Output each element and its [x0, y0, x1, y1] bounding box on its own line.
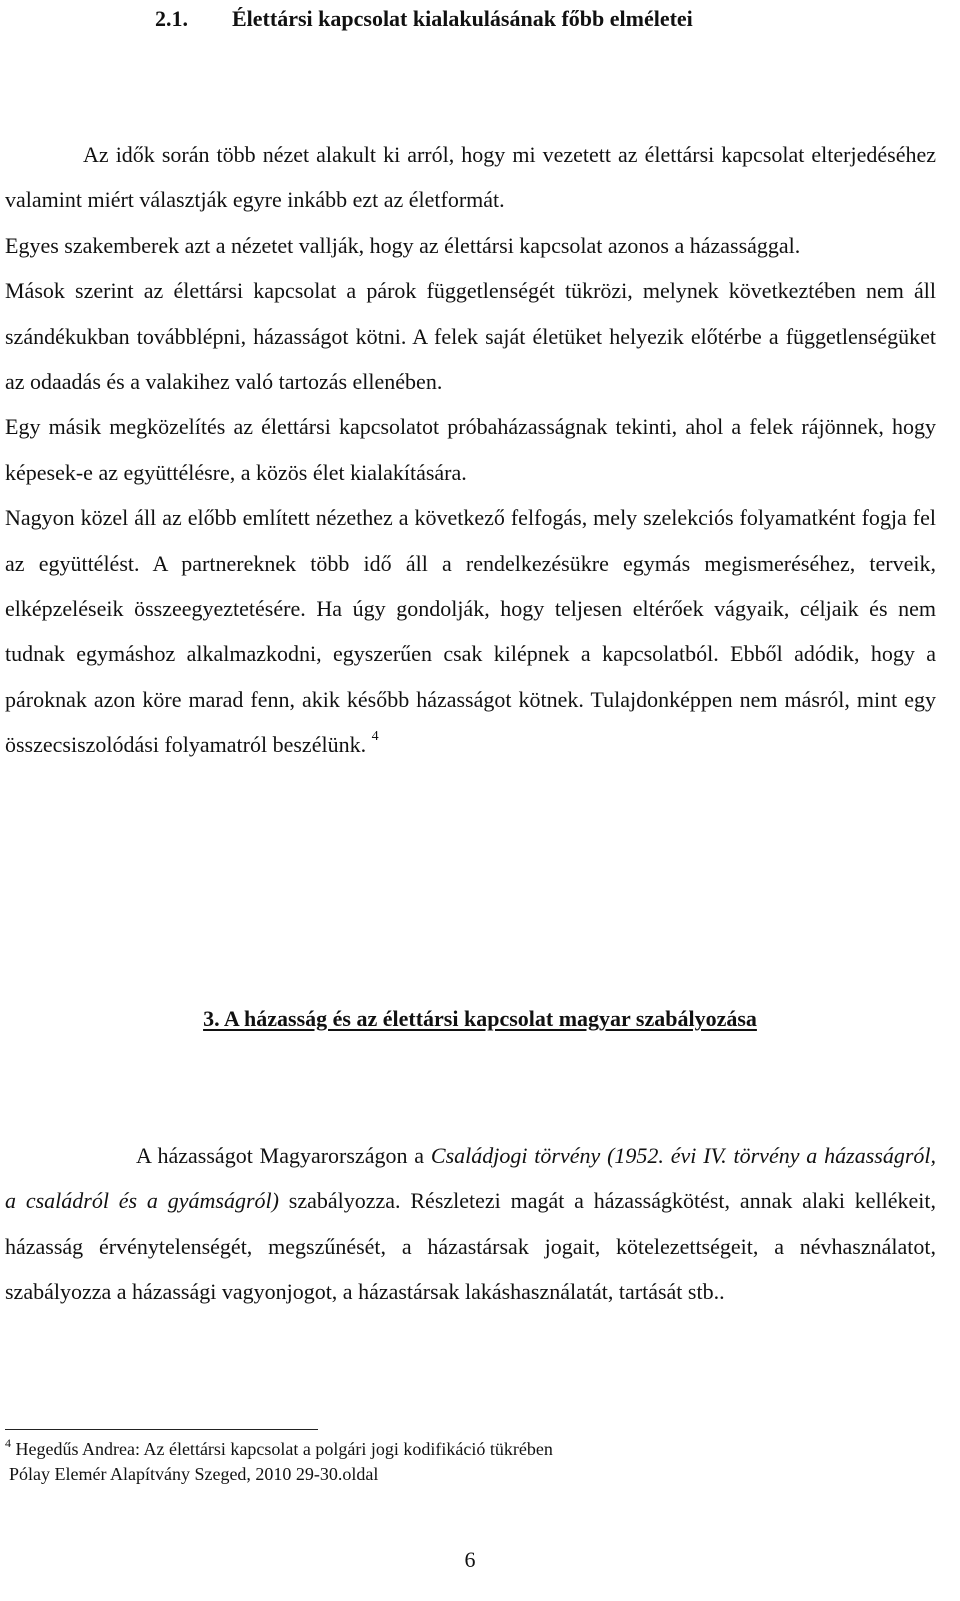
footnote	[5, 1437, 553, 1487]
regulation-text-before: A házasságot Magyarországon a	[136, 1143, 431, 1168]
paragraph-view-trial-marriage: Egy másik megközelítés az élettársi kapcsolatot próbaházasságnak tekinti, ahol a felek rájönnek, hogy képesek-e az együttélésre, a közös élet kialakítására.	[5, 414, 936, 485]
footnote-citation: Hegedűs Andrea: Az élettársi kapcsolat a polgári jogi kodifikáció tükrében	[15, 1439, 553, 1459]
selection-text: Nagyon közel áll az előbb említett nézethez a következő felfogás, mely szelekciós folyamatként fogja fel az együttélést. A partnereknek több idő áll a rendelkezésükre egymás megismeréséhez, terveik, elképzeléseik összeegyeztetésére. Ha úgy gondolják, hogy teljesen eltérőek vágyaik, céljaik és nem tudnak egymáshoz alkalmazkodni, egyszerűen csak kilépnek a kapcsolatból. Ebből adódik, hogy a pároknak azon köre marad fenn, akik később házasságot kötnek. Tulajdonképpen nem másról, mint egy összecsiszolódási folyamatról beszélünk.	[5, 505, 936, 758]
footnote-reference: 4	[371, 729, 379, 745]
section-body	[5, 132, 936, 768]
paragraph-intro: Az idők során több nézet alakult ki arról, hogy mi vezetett az élettársi kapcsolat elterjedéséhez valamint miért választják egyre inkább ezt az életformát.	[5, 142, 936, 213]
page-number: 6	[464, 1547, 476, 1572]
paragraph-view-selection	[5, 495, 936, 767]
section-title: Élettársi kapcsolat kialakulásának főbb elméletei	[232, 6, 693, 31]
footnote-number: 4	[5, 1436, 11, 1450]
footnote-line-1	[5, 1437, 553, 1462]
law-name: Családjogi törvény (1952. évi IV. törvény a házasságról, a családról és a gyámságról)	[5, 1143, 936, 1214]
regulation-text-after: szabályozza. Részletezi magát a házasságkötést, annak alaki kellékeit, házasság érvénytelenségét, megszűnését, a házastársak jogait, kötelezettségeit, a névhasználatot, szabályozza a házassági vagyonjogot, a házastársak lakáshasználatát, tartását stb..	[5, 1188, 937, 1305]
chapter-body	[5, 1133, 936, 1315]
paragraph-view-same-as-marriage: Egyes szakemberek azt a nézetet vallják, hogy az élettársi kapcsolat azonos a házassággal.	[5, 232, 801, 258]
paragraph-regulation	[5, 1133, 936, 1315]
footnote-line-2: Pólay Elemér Alapítvány Szeged, 2010 29-30.oldal	[9, 1464, 379, 1484]
chapter-heading	[0, 1002, 960, 1036]
footnote-separator	[5, 1429, 318, 1430]
chapter-title: 3. A házasság és az élettársi kapcsolat magyar szabályozása	[203, 1006, 757, 1031]
section-number: 2.1.	[155, 6, 188, 31]
paragraph-view-independence: Mások szerint az élettársi kapcsolat a párok függetlenségét tükrözi, melynek következtében nem áll szándékukban továbblépni, házasságot kötni. A felek saját életüket helyezik előtérbe a függetlenségüket az odaadás és a valakihez való tartozás ellenében.	[5, 278, 936, 395]
